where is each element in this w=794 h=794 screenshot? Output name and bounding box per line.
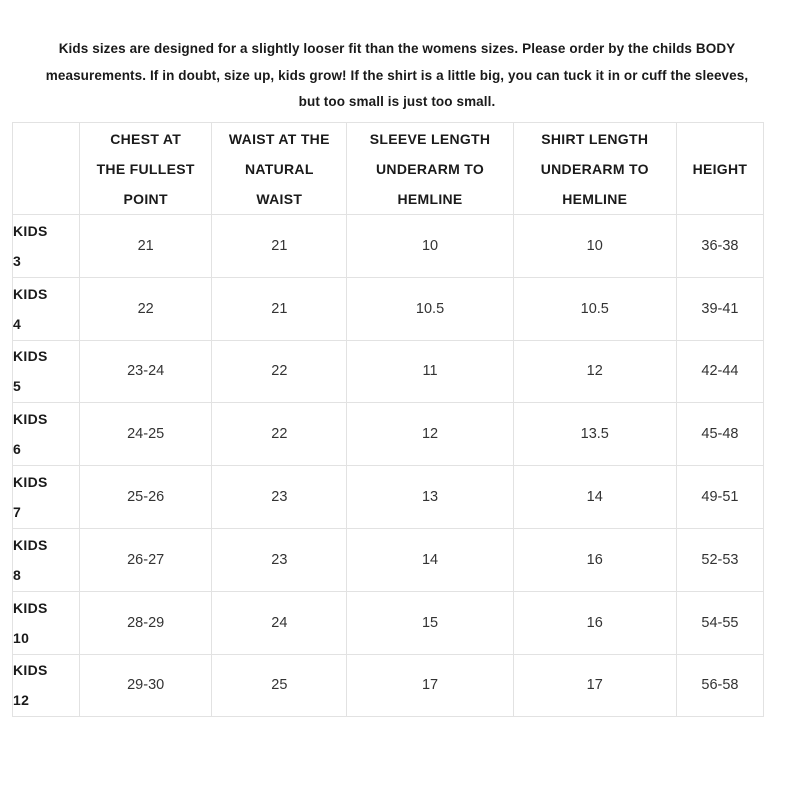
waist-cell: 23 (212, 528, 347, 591)
size-label-line: 4 (13, 315, 22, 332)
table-row (13, 215, 764, 278)
height-cell: 45-48 (676, 403, 763, 466)
chest-cell: 22 (80, 277, 212, 340)
size-label-line: 3 (13, 252, 22, 269)
size-label-line: KIDS (13, 348, 48, 365)
table-row (13, 528, 764, 591)
header-line: POINT (123, 190, 168, 207)
intro-line-3: but too small is just too small. (298, 94, 496, 109)
height-cell: 52-53 (676, 528, 763, 591)
table-row (13, 591, 764, 654)
header-line: HEIGHT (692, 160, 748, 177)
size-label-line: 7 (13, 504, 22, 521)
header-waist (212, 123, 347, 215)
header-shirt-length (513, 123, 676, 215)
header-line: UNDERARM TO (376, 160, 485, 177)
size-label (13, 591, 80, 654)
chest-cell: 24-25 (80, 403, 212, 466)
height-cell: 54-55 (676, 591, 763, 654)
waist-cell: 25 (212, 654, 347, 717)
chest-cell: 21 (80, 215, 212, 278)
size-label (13, 528, 80, 591)
height-cell: 49-51 (676, 466, 763, 529)
chest-cell: 23-24 (80, 340, 212, 403)
size-label-line: KIDS (13, 662, 48, 679)
size-label-line: KIDS (13, 411, 48, 428)
size-label (13, 277, 80, 340)
intro-line-2: measurements. If in doubt, size up, kids grow! If the shirt is a little big, you can tuck it in or cuff the sleeves, (45, 67, 749, 83)
size-label (13, 466, 80, 529)
size-guide-intro (0, 36, 794, 116)
size-label (13, 215, 80, 278)
header-line: NATURAL (244, 160, 314, 177)
header-height (676, 123, 763, 215)
size-label-line: 12 (13, 692, 30, 709)
size-label-line: KIDS (13, 474, 48, 491)
shirt-cell: 10 (513, 215, 676, 278)
size-label-line: KIDS (13, 285, 48, 302)
height-cell: 39-41 (676, 277, 763, 340)
height-cell: 36-38 (676, 215, 763, 278)
size-label-line: KIDS (13, 599, 48, 616)
table-row (13, 654, 764, 717)
shirt-cell: 12 (513, 340, 676, 403)
sleeve-cell: 10.5 (347, 277, 513, 340)
header-line: SLEEVE LENGTH (369, 130, 491, 147)
sleeve-cell: 15 (347, 591, 513, 654)
size-chart-table (12, 122, 764, 717)
table-header-row (13, 123, 764, 215)
sleeve-cell: 13 (347, 466, 513, 529)
chest-cell: 29-30 (80, 654, 212, 717)
header-line: HEMLINE (562, 190, 628, 207)
header-line: WAIST AT THE (228, 130, 330, 147)
size-label (13, 403, 80, 466)
size-label-line: 8 (13, 566, 22, 583)
size-label (13, 340, 80, 403)
header-line: CHEST AT (110, 130, 182, 147)
sleeve-cell: 12 (347, 403, 513, 466)
table-row (13, 340, 764, 403)
header-line: SHIRT LENGTH (541, 130, 649, 147)
waist-cell: 22 (212, 403, 347, 466)
table-row (13, 466, 764, 529)
height-cell: 42-44 (676, 340, 763, 403)
chest-cell: 28-29 (80, 591, 212, 654)
sleeve-cell: 17 (347, 654, 513, 717)
waist-cell: 21 (212, 215, 347, 278)
header-size-blank (13, 123, 80, 215)
shirt-cell: 17 (513, 654, 676, 717)
intro-line-1: Kids sizes are designed for a slightly looser fit than the womens sizes. Please order by the childs BODY (58, 41, 736, 56)
size-label-line: 6 (13, 441, 22, 458)
waist-cell: 24 (212, 591, 347, 654)
chest-cell: 25-26 (80, 466, 212, 529)
waist-cell: 22 (212, 340, 347, 403)
header-line: THE FULLEST (96, 160, 195, 177)
sleeve-cell: 14 (347, 528, 513, 591)
shirt-cell: 16 (513, 528, 676, 591)
header-line: WAIST (256, 190, 303, 207)
shirt-cell: 14 (513, 466, 676, 529)
table-row (13, 277, 764, 340)
header-sleeve-length (347, 123, 513, 215)
header-chest (80, 123, 212, 215)
header-line: HEMLINE (397, 190, 463, 207)
waist-cell: 21 (212, 277, 347, 340)
table-row (13, 403, 764, 466)
size-label (13, 654, 80, 717)
shirt-cell: 13.5 (513, 403, 676, 466)
size-label-line: KIDS (13, 222, 48, 239)
height-cell: 56-58 (676, 654, 763, 717)
size-label-line: 5 (13, 378, 22, 395)
sleeve-cell: 10 (347, 215, 513, 278)
chest-cell: 26-27 (80, 528, 212, 591)
size-label-line: 10 (13, 629, 30, 646)
size-label-line: KIDS (13, 536, 48, 553)
sleeve-cell: 11 (347, 340, 513, 403)
shirt-cell: 10.5 (513, 277, 676, 340)
shirt-cell: 16 (513, 591, 676, 654)
header-line: UNDERARM TO (540, 160, 649, 177)
waist-cell: 23 (212, 466, 347, 529)
